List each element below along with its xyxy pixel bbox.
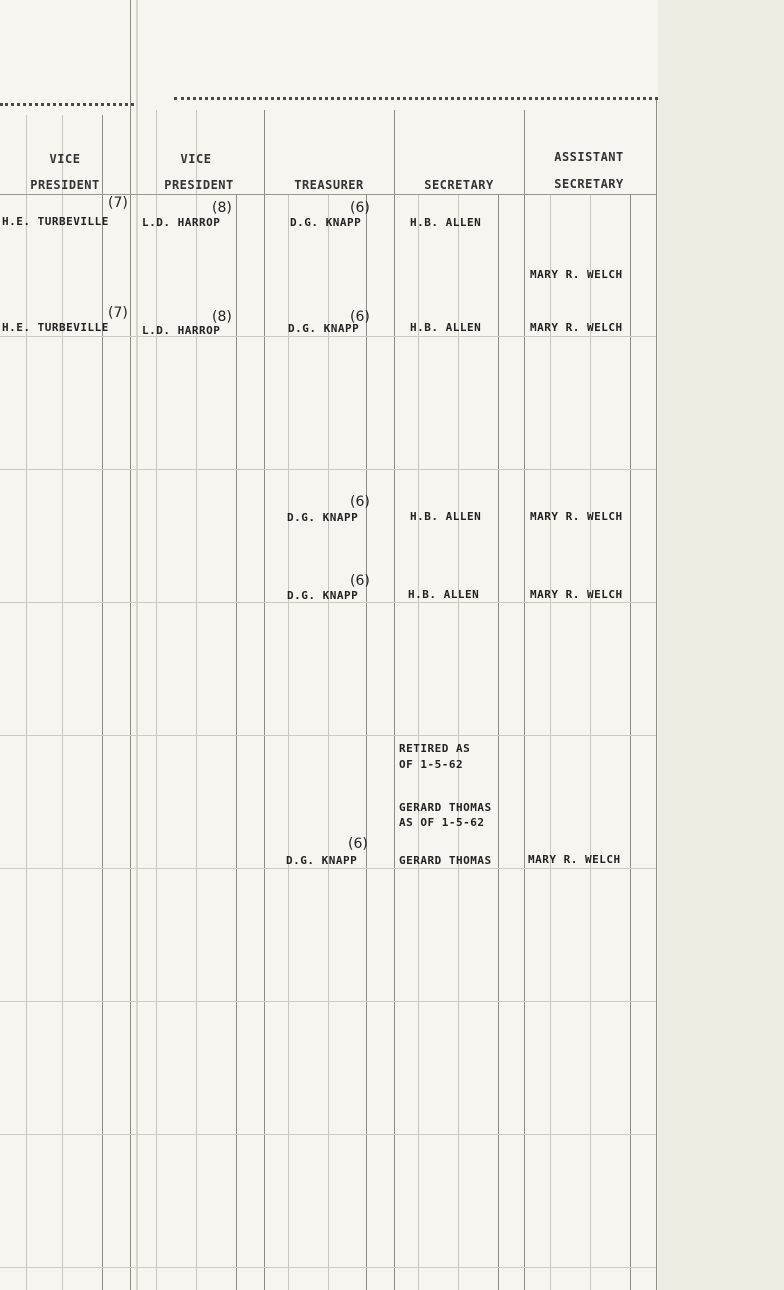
dotted-edge-right	[174, 97, 658, 100]
column-divider	[394, 110, 395, 1290]
assistant-secretary-name: MARY R. WELCH	[528, 853, 621, 866]
grid-line	[62, 115, 63, 1290]
secretary-note-line: OF 1-5-62	[399, 758, 464, 771]
secretary-name: H.B. ALLEN	[410, 321, 482, 334]
header-vice-president-2-line1: VICE	[180, 152, 212, 166]
row-rule	[0, 868, 656, 869]
assistant-secretary-name: MARY R. WELCH	[530, 510, 623, 523]
assistant-secretary-name: MARY R. WELCH	[530, 321, 623, 334]
secretary-note-line: GERARD THOMAS	[399, 801, 492, 814]
footnote-marker: (6)	[350, 309, 370, 325]
header-vice-president-1-line2: PRESIDENT	[30, 178, 100, 192]
vp2-name: L.D. HARROP	[142, 216, 221, 229]
row-rule	[0, 1134, 656, 1135]
vp1-name: H.E. TURBEVILLE	[2, 321, 109, 334]
footnote-marker: (7)	[108, 305, 128, 321]
grid-line	[550, 195, 551, 1290]
grid-line	[630, 195, 631, 1290]
grid-line	[366, 195, 367, 1290]
treasurer-name: D.G. KNAPP	[287, 511, 359, 524]
header-rule	[0, 194, 656, 195]
row-rule	[0, 602, 656, 603]
grid-line	[26, 115, 27, 1290]
footnote-marker: (8)	[212, 309, 232, 325]
grid-line	[590, 195, 591, 1290]
grid-line	[196, 110, 197, 1290]
row-rule	[0, 1001, 656, 1002]
footnote-marker: (6)	[350, 200, 370, 216]
treasurer-name: D.G. KNAPP	[290, 216, 362, 229]
footnote-marker: (7)	[108, 195, 128, 211]
footnote-marker: (6)	[350, 494, 370, 510]
row-rule	[0, 336, 656, 337]
secretary-note-line: RETIRED AS	[399, 742, 471, 755]
row-rule	[0, 735, 656, 736]
assistant-secretary-name: MARY R. WELCH	[530, 268, 623, 281]
secretary-name: H.B. ALLEN	[410, 216, 482, 229]
treasurer-name: D.G. KNAPP	[286, 854, 358, 867]
treasurer-name: D.G. KNAPP	[288, 322, 360, 335]
sheet-edge	[656, 100, 657, 1290]
footnote-marker: (6)	[350, 573, 370, 589]
column-divider	[264, 110, 265, 1290]
vp2-name: L.D. HARROP	[142, 324, 221, 337]
header-vice-president-2-line2: PRESIDENT	[164, 178, 234, 192]
header-vice-president-1-line1: VICE	[49, 152, 81, 166]
footnote-marker: (6)	[348, 836, 368, 852]
secretary-note-line: AS OF 1-5-62	[399, 816, 485, 829]
grid-line	[498, 195, 499, 1290]
header-treasurer: TREASURER	[294, 178, 364, 192]
secretary-name: H.B. ALLEN	[410, 510, 482, 523]
column-divider	[524, 110, 525, 1290]
secretary-name: H.B. ALLEN	[408, 588, 480, 601]
grid-line	[156, 110, 157, 1290]
row-rule	[0, 1267, 656, 1268]
grid-line	[236, 195, 237, 1290]
header-assistant-secretary-line1: ASSISTANT	[554, 150, 624, 164]
grid-line	[328, 195, 329, 1290]
vp1-name: H.E. TURBEVILLE	[2, 215, 109, 228]
grid-line	[102, 115, 103, 1290]
treasurer-name: D.G. KNAPP	[287, 589, 359, 602]
header-assistant-secretary-line2: SECRETARY	[554, 177, 624, 191]
secretary-name: GERARD THOMAS	[399, 854, 492, 867]
grid-line	[288, 195, 289, 1290]
assistant-secretary-name: MARY R. WELCH	[530, 588, 623, 601]
row-rule	[0, 469, 656, 470]
dotted-edge-left	[0, 103, 134, 106]
footnote-marker: (8)	[212, 200, 232, 216]
header-secretary: SECRETARY	[424, 178, 494, 192]
underlying-page-strip	[658, 0, 784, 1290]
